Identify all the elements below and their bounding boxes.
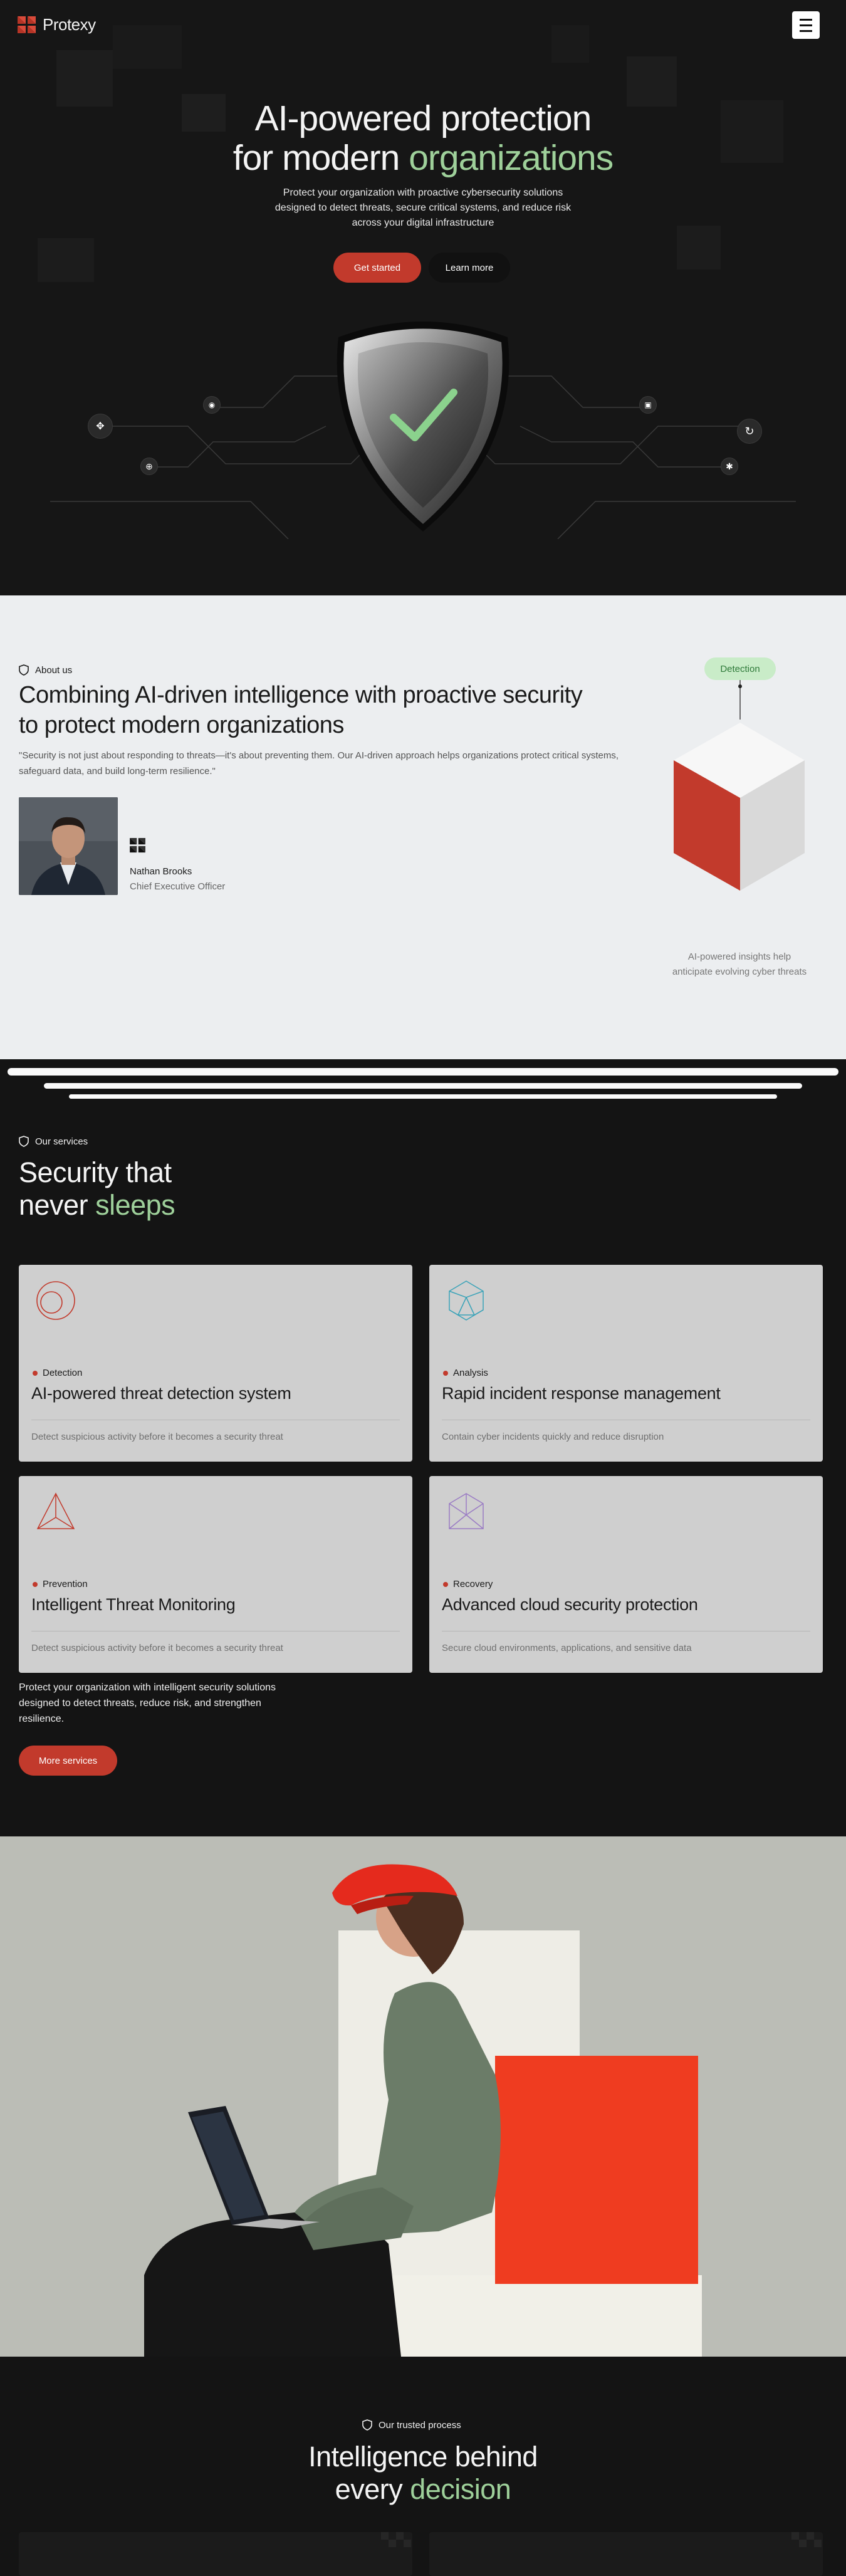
- about-title: Combining AI-driven intelligence with proactive security to protect modern organizations: [19, 682, 583, 738]
- more-services-button[interactable]: More services: [19, 1746, 117, 1776]
- card-title: AI-powered threat detection system: [31, 1384, 291, 1403]
- process-title-line2: every: [335, 2473, 410, 2505]
- card-description: Secure cloud environments, applications, and sensitive data: [442, 1643, 692, 1653]
- person-name: Nathan Brooks: [130, 866, 192, 877]
- card-category: Detection: [33, 1368, 82, 1378]
- hero-title-line1: AI-powered protection: [254, 98, 592, 139]
- fan-icon: ✥: [88, 414, 113, 439]
- brand-name: Protexy: [43, 15, 96, 34]
- cube-caption: AI-powered insights help anticipate evolving cyber threats: [672, 951, 807, 977]
- status-dot: [33, 1582, 38, 1587]
- signature-logo-icon: [130, 838, 146, 853]
- card-category: Analysis: [443, 1368, 488, 1378]
- card-title: Advanced cloud security protection: [442, 1595, 698, 1614]
- chip-icon: ▣: [639, 396, 657, 414]
- card-description: Contain cyber incidents quickly and reduce disruption: [442, 1432, 664, 1442]
- services-title-line2: never: [19, 1189, 96, 1221]
- service-card-detection[interactable]: [19, 1265, 412, 1462]
- hero-title-line2: for modern: [232, 138, 409, 178]
- services-paragraph: Protect your organization with intelligent security solutions designed to detect threats, reduce risk, and strengthen resilience.: [19, 1682, 276, 1724]
- about-quote: "Security is not just about responding to threats—it's about preventing them. Our AI-driven approach helps organizations protect critical systems, safeguard data, and build long-term resilience.": [19, 750, 619, 777]
- crosshair-icon: ⊕: [140, 458, 158, 475]
- card-category: Recovery: [443, 1579, 493, 1589]
- about-tag-label: About us: [35, 664, 73, 676]
- shield-icon: [19, 664, 29, 676]
- cube-illustration: [664, 680, 827, 893]
- process-title: [0, 2441, 846, 2506]
- service-card-recovery[interactable]: [429, 1476, 823, 1673]
- prism-icon: [444, 1490, 488, 1534]
- person-role: Chief Executive Officer: [130, 881, 226, 892]
- service-card-prevention[interactable]: [19, 1476, 412, 1673]
- logo-mark-icon: [18, 16, 36, 34]
- polyhedron-icon: [444, 1279, 488, 1322]
- hero-section: [0, 0, 846, 595]
- shield-check-icon: [320, 312, 526, 538]
- services-title: [19, 1156, 175, 1222]
- process-card: [19, 2532, 412, 2576]
- hero-title: [0, 99, 846, 178]
- card-title: Rapid incident response management: [442, 1384, 721, 1403]
- status-dot: [443, 1371, 448, 1376]
- get-started-button[interactable]: Get started: [333, 253, 421, 283]
- process-card: [429, 2532, 823, 2576]
- services-title-line1: Security that: [19, 1156, 172, 1188]
- ceo-portrait: [19, 797, 118, 895]
- pattern-decoration: [791, 2532, 823, 2567]
- services-title-accent: sleeps: [95, 1189, 175, 1221]
- brand-logo[interactable]: [18, 15, 96, 34]
- card-description: Detect suspicious activity before it becomes a security threat: [31, 1432, 283, 1442]
- shield-icon: [362, 2419, 372, 2431]
- target-icon: ◉: [203, 396, 221, 414]
- services-tag-label: Our services: [35, 1136, 88, 1147]
- card-title: Intelligent Threat Monitoring: [31, 1595, 236, 1614]
- pattern-decoration: [381, 2532, 412, 2567]
- process-tag-label: Our trusted process: [379, 2419, 461, 2431]
- about-tag: [19, 664, 72, 676]
- asterisk-icon: ✱: [721, 458, 738, 475]
- status-dot: [33, 1371, 38, 1376]
- detection-pill: Detection: [704, 657, 776, 680]
- hamburger-icon[interactable]: [792, 11, 820, 39]
- services-tag: [19, 1136, 88, 1147]
- learn-more-button[interactable]: Learn more: [429, 253, 510, 283]
- triangle-icon: [34, 1490, 78, 1534]
- circles-icon: [34, 1279, 78, 1322]
- card-description: Detect suspicious activity before it becomes a security threat: [31, 1643, 283, 1653]
- refresh-icon: ↻: [737, 419, 762, 444]
- process-title-accent: decision: [410, 2473, 511, 2505]
- card-category: Prevention: [33, 1579, 88, 1589]
- service-card-analysis[interactable]: [429, 1265, 823, 1462]
- process-title-line1: Intelligence behind: [308, 2441, 538, 2473]
- hero-subtitle: Protect your organization with proactive cybersecurity solutions designed to detect threats, secure critical systems, and reduce risk across your digital infrastructure: [274, 187, 572, 228]
- site-header: [0, 0, 846, 50]
- hero-photo: [0, 1836, 846, 2357]
- process-tag: [362, 2419, 461, 2431]
- status-dot: [443, 1582, 448, 1587]
- divider-stripes: [0, 1059, 846, 1103]
- shield-icon: [19, 1136, 29, 1147]
- hero-title-accent: organizations: [409, 138, 614, 178]
